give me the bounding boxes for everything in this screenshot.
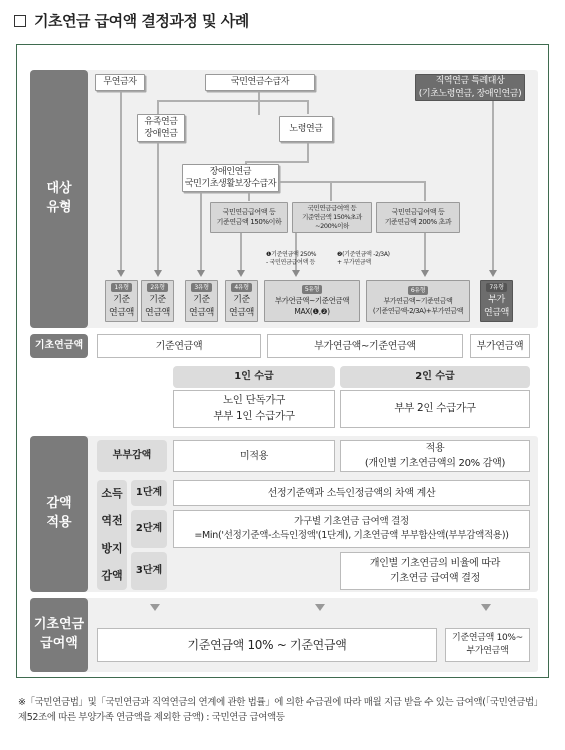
type-label: 부가연금액~기준연금액 MAX(❶,❷)	[274, 296, 350, 316]
connector	[157, 100, 309, 102]
section-label-basic-amount: 기초연금액	[30, 334, 88, 358]
step-1-desc: 선정기준액과 소득인정금액의 차액 계산	[173, 480, 530, 506]
step-3-desc: 개인별 기초연금의 비율에 따라 기초연금 급여액 결정	[340, 552, 530, 590]
couple-reduction-applied: 적용 (개인별 기초연금액의 20% 감액)	[340, 440, 530, 472]
arrow-down-icon	[197, 270, 205, 277]
square-bullet-icon	[14, 15, 26, 27]
condition-150-200-box: 국민연금급여액 등 기준연금액 150%초과~200%이하	[292, 202, 372, 233]
connector	[424, 181, 426, 201]
connector	[120, 91, 122, 271]
basic-amount-additional: 부가연금액	[470, 334, 530, 358]
type-label: 부가연금액~기준연금액 (기준연금액-2/3A)+부가연금액	[372, 297, 464, 315]
connector	[200, 192, 202, 271]
single-receipt-desc: 노인 단독가구 부부 1인 수급가구	[173, 390, 335, 428]
section-label-reduction: 감액 적용	[30, 436, 88, 592]
connector	[307, 100, 309, 114]
condition-200-over-box: 국민연금급여액 등 기준연금액 200% 초과	[376, 202, 460, 233]
arrow-down-icon	[154, 270, 162, 277]
connector	[258, 89, 260, 115]
formula-note-2: ❷(기준연금액 -2/3A) + 부가연금액	[337, 251, 390, 266]
condition-150-under-box: 국민연금급여액 등 기준연금액 150%이하	[210, 202, 288, 233]
special-occupation-box: 직역연금 특례대상 (기초노령연금, 장애인연금)	[415, 74, 525, 101]
triangle-down-icon	[481, 604, 491, 611]
basic-amount-range: 부가연금액~기준연금액	[267, 334, 463, 358]
type-label: 기준 연금액	[189, 295, 214, 318]
type-5-box	[264, 280, 360, 322]
benefit-main: 기준연금액 10% ~ 기준연금액	[97, 628, 437, 662]
step-1-label: 1단계	[131, 480, 167, 506]
type-1-box	[105, 280, 138, 322]
type-badge: 6유형	[408, 286, 428, 295]
step-2-desc: 가구별 기초연금 급여액 결정 =Min('선정기준액-소득인정액'(1단계), 기초연금액 부부합산액(부부감액적용))	[173, 510, 530, 548]
connector	[157, 142, 159, 271]
type-badge: 1유형	[111, 283, 131, 292]
connector	[330, 181, 332, 201]
step-2-label: 2단계	[131, 510, 167, 548]
arrow-down-icon	[421, 270, 429, 277]
connector	[157, 100, 159, 114]
connector	[240, 233, 242, 271]
couple-reduction-label: 부부감액	[97, 440, 167, 472]
triangle-down-icon	[150, 604, 160, 611]
footnote: ※「국민연금법」및「국민연금과 직역연금의 연계에 관한 법률」에 의한 수급권에 따라 매월 지급 받을 수 있는 급여액(「국민연금법」 제52조에 따른 부양가족 연금액을 제외한 금액) : 국민연금 급여액등	[18, 697, 543, 723]
formula-note-1: ❶기준연금액 250% - 국민연금급여액 등	[266, 251, 317, 266]
income-reversal-label: 소득 역전 방지 감액	[97, 480, 127, 590]
type-label: 기준 연금액	[109, 295, 134, 318]
type-badge: 2유형	[147, 283, 167, 292]
survivor-disability-pension-box: 유족연금 장애연금	[137, 114, 185, 142]
basic-amount-standard: 기준연금액	[97, 334, 261, 358]
couple-receipt-header: 2인 수급	[340, 366, 530, 388]
connector	[307, 142, 309, 162]
arrow-down-icon	[117, 270, 125, 277]
type-2-box	[141, 280, 174, 322]
type-7-box	[480, 280, 513, 322]
type-label: 기준 연금액	[145, 295, 170, 318]
single-receipt-header: 1인 수급	[173, 366, 335, 388]
section-label-benefit: 기초연금 급여액	[30, 598, 88, 672]
type-badge: 7유형	[486, 283, 506, 292]
couple-receipt-desc: 부부 2인 수급가구	[340, 390, 530, 428]
arrow-down-icon	[237, 270, 245, 277]
arrow-down-icon	[489, 270, 497, 277]
type-badge: 4유형	[231, 283, 251, 292]
connector	[492, 101, 494, 271]
type-3-box	[185, 280, 218, 322]
connector	[424, 233, 426, 271]
pension-recipient-box: 국민연금수급자	[205, 74, 315, 91]
step-3-label: 3단계	[131, 552, 167, 590]
benefit-side: 기준연금액 10%~ 부가연금액	[445, 628, 530, 662]
type-4-box	[225, 280, 258, 322]
no-pension-box: 무연금자	[95, 74, 145, 91]
arrow-down-icon	[292, 270, 300, 277]
type-badge: 3유형	[191, 283, 211, 292]
couple-reduction-not-applied: 미적용	[173, 440, 335, 472]
type-6-box	[366, 280, 470, 322]
type-label: 부가 연금액	[484, 295, 509, 318]
triangle-down-icon	[315, 604, 325, 611]
old-age-pension-box: 노령연금	[279, 116, 333, 142]
section-label-target-type: 대상 유형	[30, 70, 88, 328]
disabled-livelihood-box: 장애인연금 국민기초생활보장수급자	[182, 164, 279, 192]
type-badge: 5유형	[302, 285, 322, 294]
page-title: 기초연금 급여액 결정과정 및 사례	[14, 10, 249, 31]
connector	[245, 161, 309, 163]
type-label: 기준 연금액	[229, 295, 254, 318]
